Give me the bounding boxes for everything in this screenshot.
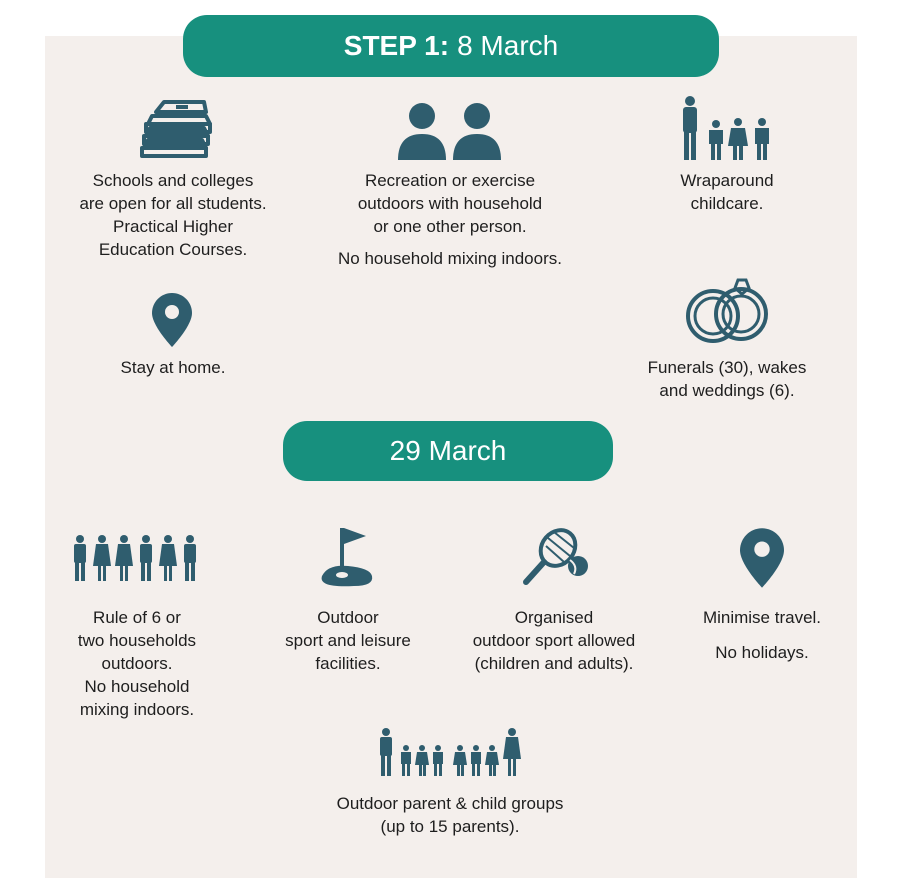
funerals-text: Funerals (30), wakes and weddings (6). [647, 358, 807, 400]
rule-of-six-text: Rule of 6 or two households outdoors. No household mixing indoors. [77, 608, 197, 719]
location-pin-icon [740, 528, 784, 588]
step1-title-date: 8 March [457, 30, 559, 61]
no-holidays-text: No holidays. [715, 643, 809, 662]
schools-text: Schools and colleges are open for all students. Practical Higher Education Courses. [79, 171, 267, 259]
books-icon [136, 98, 212, 160]
organised-sport-text: Organised outdoor sport allowed (children and adults). [472, 608, 636, 673]
wedding-rings-icon [683, 276, 773, 344]
family-icon [680, 96, 776, 160]
tennis-racket-icon [518, 526, 592, 590]
minimise-travel-text: Minimise travel. [702, 608, 822, 627]
step1-title-bold: STEP 1: [343, 30, 450, 61]
step2-title: 29 March [389, 435, 507, 466]
outdoor-sport-text: Outdoor sport and leisure facilities. [285, 608, 411, 673]
stay-home-text: Stay at home. [120, 358, 226, 377]
parent-child-groups-icon [378, 728, 522, 776]
parent-child-text: Outdoor parent & child groups (up to 15 parents). [336, 794, 564, 836]
step1-header [183, 15, 719, 77]
six-people-icon [72, 535, 202, 581]
recreation-text: Recreation or exercise outdoors with household or one other person. [357, 171, 543, 236]
step2-header [283, 421, 613, 481]
childcare-text: Wraparound childcare. [680, 171, 774, 213]
golf-flag-icon [318, 526, 378, 588]
recreation-note: No household mixing indoors. [338, 249, 562, 268]
two-people-icon [396, 102, 504, 160]
location-pin-icon [152, 293, 192, 347]
